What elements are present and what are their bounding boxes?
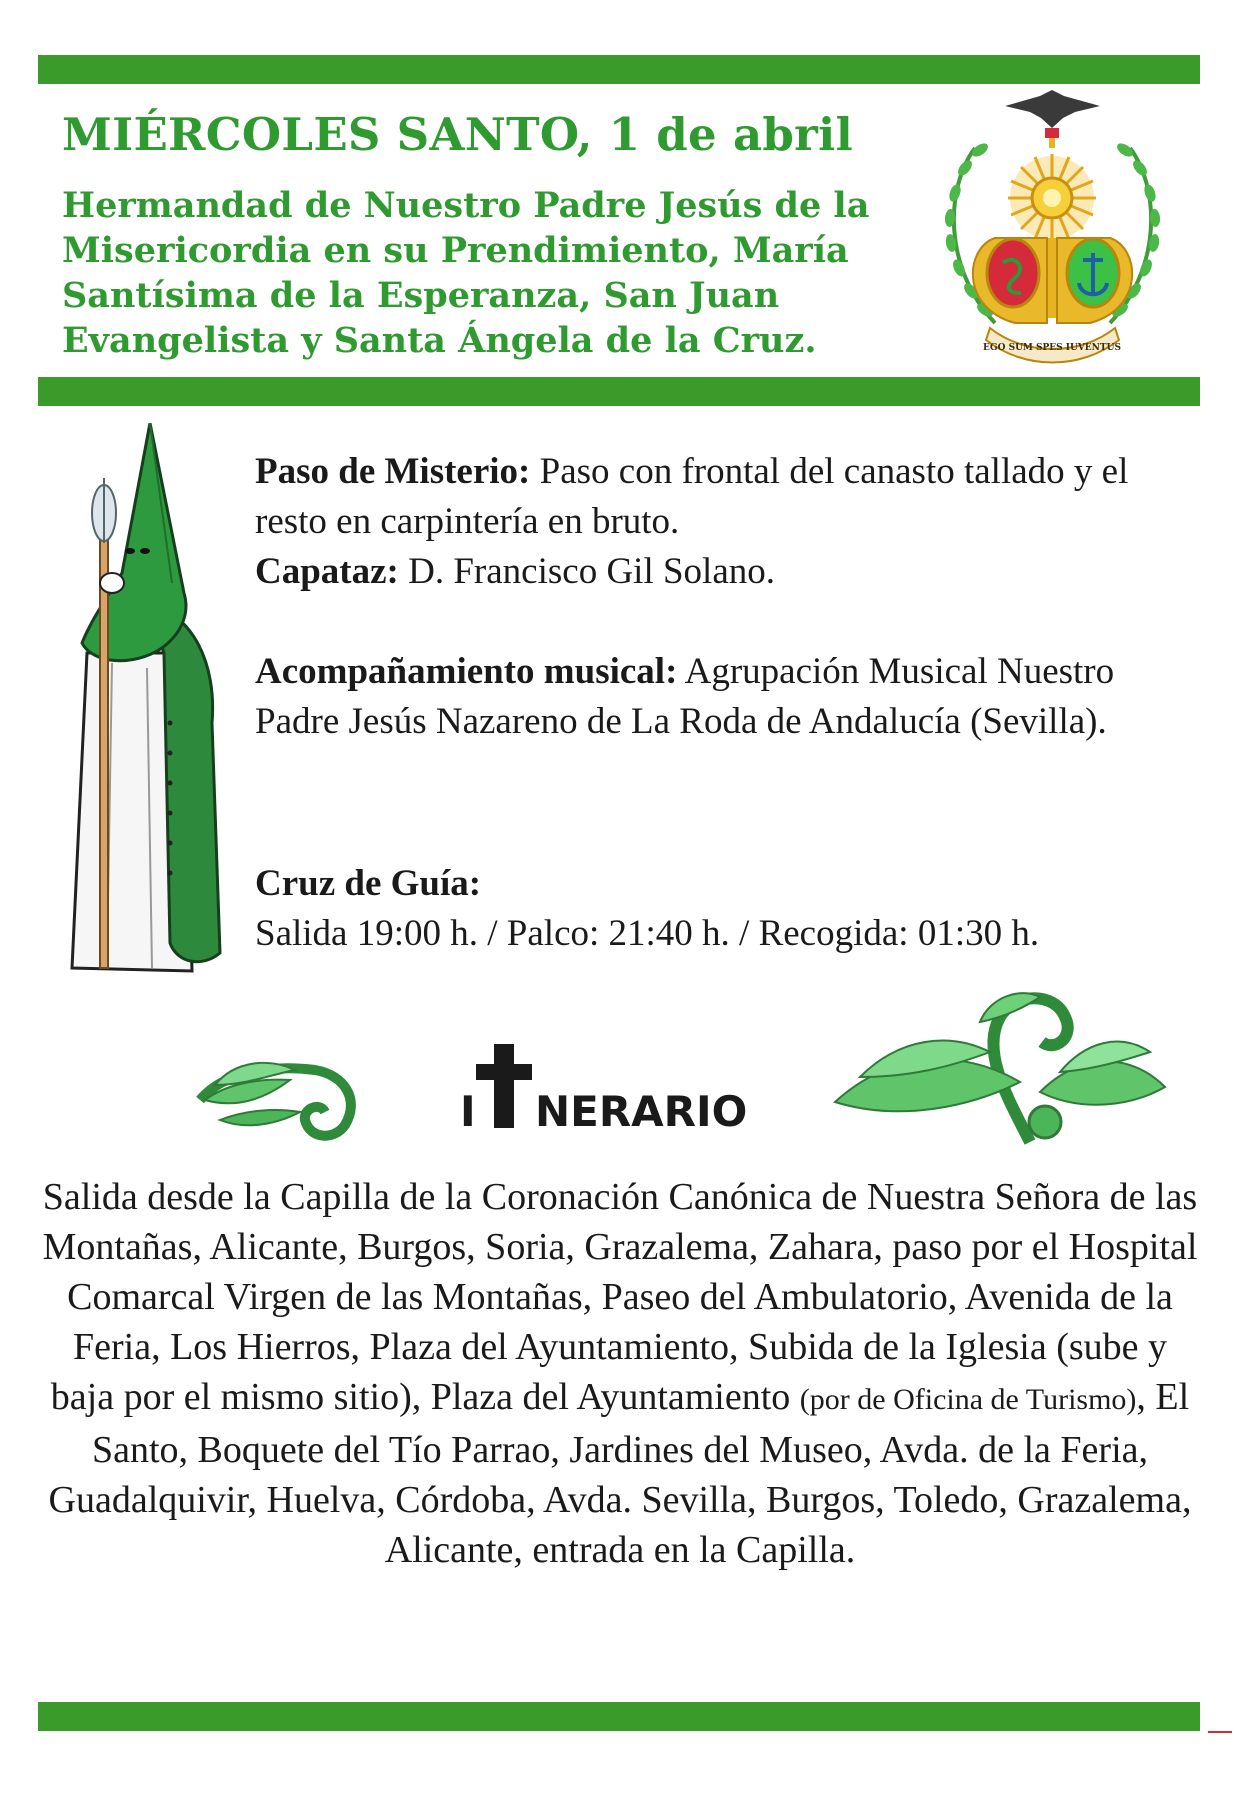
music-info	[255, 647, 1205, 747]
itinerary-heading-first: I	[460, 1087, 476, 1134]
paso-label: Paso de Misterio:	[255, 451, 531, 492]
schedule-times: Salida 19:00 h. / Palco: 21:40 h. / Recogida: 01:30 h.	[255, 913, 1040, 954]
schedule-info	[255, 859, 1205, 959]
capataz-label: Capataz:	[255, 551, 399, 592]
paso-info	[255, 447, 1205, 597]
bottom-green-bar	[38, 1702, 1200, 1731]
paso-value: Paso con frontal del canasto tallado y el resto en carpintería en bruto.	[255, 451, 1129, 542]
capataz-value: D. Francisco Gil Solano.	[398, 551, 775, 592]
left-leaf-ornament-icon	[195, 1040, 360, 1145]
itinerary-note: (por de Oficina de Turismo)	[799, 1383, 1137, 1416]
music-value: Agrupación Musical Nuestro Padre Jesús Nazareno de La Roda de Andalucía (Sevilla).	[255, 651, 1115, 742]
itinerary-route	[40, 1172, 1200, 1575]
itinerary-route-after: , El Santo, Boquete del Tío Parrao, Jardines del Museo, Avda. de la Feria, Guadalquivir, Huelva, Córdoba, Avda. Sevilla, Burgos, Toledo, Grazalema, Alicante, entrada en la Capilla.	[48, 1376, 1192, 1571]
page-title: MIÉRCOLES SANTO, 1 de abril	[62, 108, 853, 161]
nazareno-penitent-icon	[52, 423, 242, 983]
brotherhood-crest-icon	[935, 88, 1170, 370]
cross-icon	[476, 1044, 532, 1128]
cruz-label: Cruz de Guía:	[255, 863, 482, 904]
header-divider-bar	[38, 377, 1200, 406]
top-green-bar	[38, 55, 1200, 84]
music-label: Acompañamiento musical:	[255, 651, 678, 692]
brotherhood-name: Hermandad de Nuestro Padre Jesús de la Misericordia en su Prendimiento, María Santísima de la Esperanza, San Juan Evangelista y Santa Ángela de la Cruz.	[62, 185, 870, 361]
right-leaf-ornament-icon	[830, 982, 1170, 1152]
itinerary-heading	[460, 1044, 775, 1134]
itinerary-route-before: Salida desde la Capilla de la Coronación Canónica de Nuestra Señora de las Montañas, Alicante, Burgos, Soria, Grazalema, Zahara, paso por el Hospital Comarcal Virgen de las Montañas, Paseo del Ambulatorio, Avenida de la Feria, Los Hierros, Plaza del Ayuntamiento, Subida de la Iglesia (sube y baja por el mismo sitio), Plaza del Ayuntamiento	[42, 1176, 1198, 1418]
corner-mark	[1208, 1731, 1232, 1733]
itinerary-heading-rest: NERARIO	[535, 1087, 748, 1134]
crest-motto: EGO SUM SPES IUVENTUS	[983, 343, 1121, 353]
